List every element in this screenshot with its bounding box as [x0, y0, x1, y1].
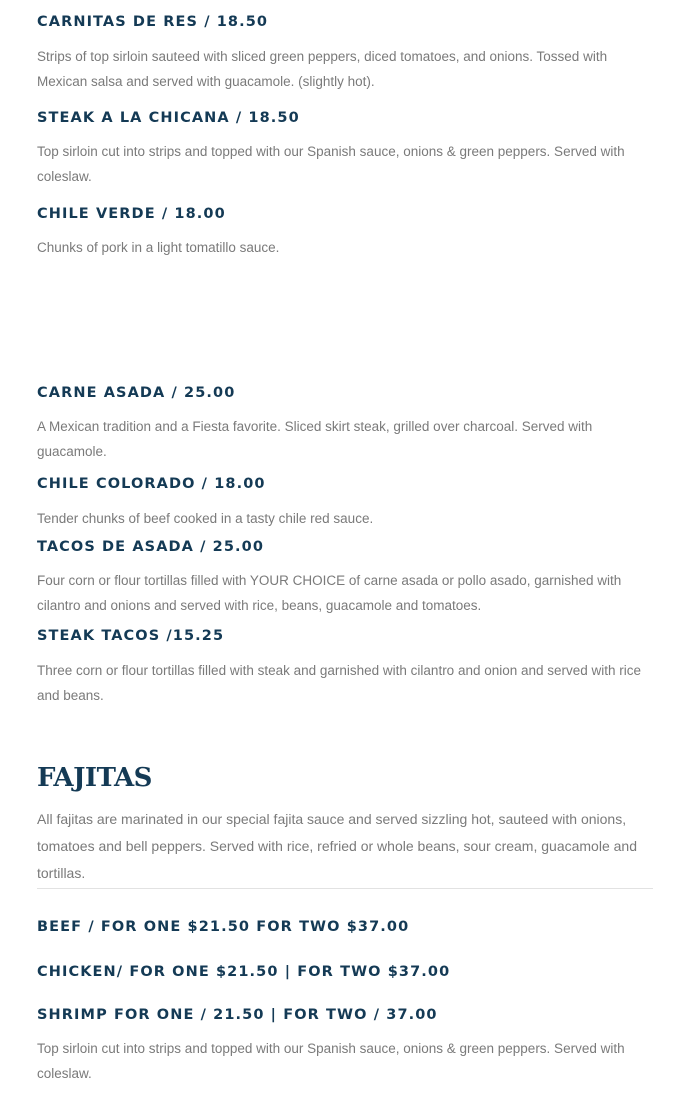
menu-item-description: Tender chunks of beef cooked in a tasty chile red sauce.: [37, 511, 374, 526]
menu-item-title: CHICKEN/ FOR ONE $21.50 | FOR TWO $37.00: [37, 964, 451, 980]
menu-item-title: STEAK TACOS /15.25: [37, 628, 225, 644]
menu-item-description: Chunks of pork in a light tomatillo sauce.: [37, 240, 280, 255]
menu-item-title: BEEF / FOR ONE $21.50 FOR TWO $37.00: [37, 919, 410, 935]
menu-item-title: CHILE COLORADO / 18.00: [37, 476, 266, 492]
section-divider: [37, 888, 653, 889]
section-intro-fajitas: All fajitas are marinated in our special fajita sauce and served sizzling hot, sauteed with onions, tomatoes and bell peppers. Served with rice, refried or whole beans, sour cream, guacamole and tortillas.: [37, 811, 637, 881]
menu-item-title: STEAK A LA CHICANA / 18.50: [37, 110, 300, 126]
menu-item-description: Four corn or flour tortillas filled with YOUR CHOICE of carne asada or pollo asado, garnished with cilantro and onions and served with rice, beans, guacamole and tomatoes.: [37, 573, 622, 613]
menu-item-title: CARNITAS DE RES / 18.50: [37, 14, 269, 30]
menu-item-description: Three corn or flour tortillas filled with steak and garnished with cilantro and onion and served with rice and beans.: [37, 663, 642, 703]
menu-item-description: Top sirloin cut into strips and topped with our Spanish sauce, onions & green peppers. Served with coleslaw.: [37, 144, 625, 184]
menu-item-title: TACOS DE ASADA / 25.00: [37, 539, 265, 555]
menu-item-description: A Mexican tradition and a Fiesta favorite. Sliced skirt steak, grilled over charcoal. Served with guacamole.: [37, 419, 593, 459]
menu-item-title: CARNE ASADA / 25.00: [37, 385, 236, 401]
menu-item-title: CHILE VERDE / 18.00: [37, 206, 226, 222]
menu-item-description: Top sirloin cut into strips and topped with our Spanish sauce, onions & green peppers. Served with coleslaw.: [37, 1041, 625, 1081]
menu-item-description: Strips of top sirloin sauteed with sliced green peppers, diced tomatoes, and onions. Tossed with Mexican salsa and served with guacamole. (slightly hot).: [37, 49, 608, 89]
menu-item-title: SHRIMP FOR ONE / 21.50 | FOR TWO / 37.00: [37, 1007, 438, 1023]
section-heading-fajitas: FAJITAS: [37, 763, 152, 793]
